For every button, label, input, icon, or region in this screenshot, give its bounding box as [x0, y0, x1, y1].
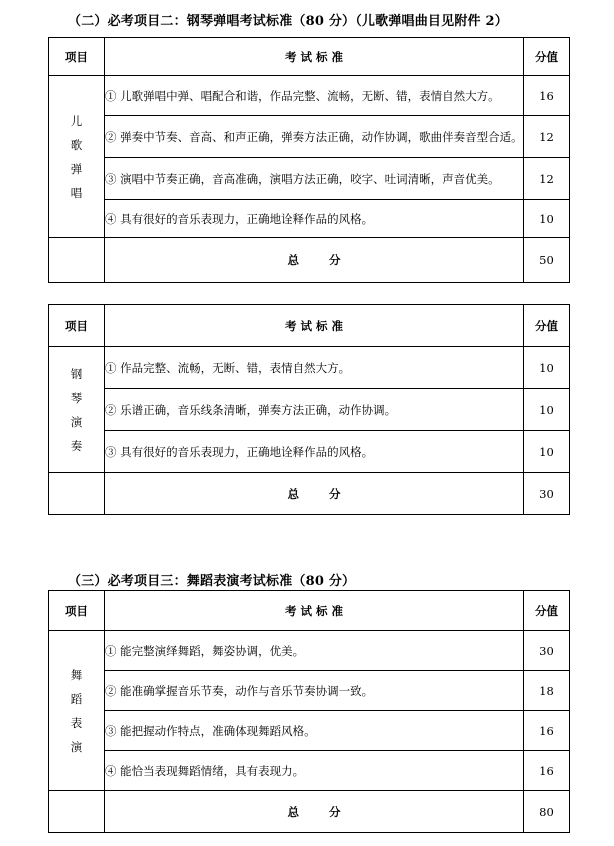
- dance-performance-table: [48, 590, 570, 833]
- criterion-text: ③ 演唱中节奏正确，音高准确，演唱方法正确，咬字、吐词清晰，声音优美。: [105, 158, 524, 200]
- item-char: 舞: [70, 667, 83, 682]
- criterion-text: ① 作品完整、流畅，无断、错，表情自然大方。: [105, 347, 524, 389]
- score-value: 10: [524, 200, 570, 238]
- total-row: [49, 473, 570, 515]
- total-blank-cell: [49, 473, 105, 515]
- total-blank-cell: [49, 238, 105, 283]
- piano-performance-table: [48, 304, 570, 515]
- total-label-char: 分: [329, 253, 341, 267]
- criterion-text: ② 弹奏中节奏、音高、和声正确，弹奏方法正确，动作协调，歌曲伴奏音型合适。: [105, 116, 524, 158]
- criterion-text: ② 能准确掌握音乐节奏，动作与音乐节奏协调一致。: [105, 671, 524, 711]
- item-char: 唱: [70, 185, 83, 200]
- criterion-text: ③ 能把握动作特点，准确体现舞蹈风格。: [105, 711, 524, 751]
- item-char: 演: [70, 414, 83, 429]
- score-value: 10: [524, 347, 570, 389]
- table-row: [49, 158, 570, 200]
- total-value: 50: [524, 238, 570, 283]
- table-row: [49, 671, 570, 711]
- score-value: 10: [524, 431, 570, 473]
- header-item: 项目: [49, 591, 105, 631]
- total-label: [105, 791, 524, 833]
- table-header-row: [49, 38, 570, 76]
- table-row: [49, 751, 570, 791]
- item-char: 弹: [70, 161, 83, 176]
- table-row: [49, 631, 570, 671]
- total-label: [105, 473, 524, 515]
- header-score: 分值: [524, 591, 570, 631]
- score-value: 12: [524, 116, 570, 158]
- table-row: [49, 200, 570, 238]
- score-value: 16: [524, 751, 570, 791]
- header-score: 分值: [524, 38, 570, 76]
- total-label-char: 分: [329, 804, 341, 819]
- criterion-text: ④ 具有很好的音乐表现力，正确地诠释作品的风格。: [105, 200, 524, 238]
- table-row: [49, 389, 570, 431]
- item-char: 蹈: [70, 691, 83, 706]
- score-value: 16: [524, 76, 570, 116]
- total-row: [49, 791, 570, 833]
- total-blank-cell: [49, 791, 105, 833]
- score-value: 30: [524, 631, 570, 671]
- criterion-text: ② 乐谱正确，音乐线条清晰，弹奏方法正确，动作协调。: [105, 389, 524, 431]
- header-score: 分值: [524, 305, 570, 347]
- table-row: [49, 347, 570, 389]
- criterion-text: ③ 具有很好的音乐表现力，正确地诠释作品的风格。: [105, 431, 524, 473]
- section3-heading: （三）必考项目三：舞蹈表演考试标准（80 分）: [68, 574, 356, 589]
- total-value: 30: [524, 473, 570, 515]
- total-row: [49, 238, 570, 283]
- header-criteria: 考 试 标 准: [105, 305, 524, 347]
- criterion-text: ① 能完整演绎舞蹈，舞姿协调，优美。: [105, 631, 524, 671]
- score-value: 10: [524, 389, 570, 431]
- table-row: [49, 711, 570, 751]
- children-song-table: [48, 37, 570, 283]
- item-label-piano: [49, 347, 105, 473]
- table-header-row: [49, 591, 570, 631]
- score-value: 12: [524, 158, 570, 200]
- header-item: 项目: [49, 305, 105, 347]
- total-label-char: 总: [287, 486, 299, 501]
- table-row: [49, 76, 570, 116]
- item-char: 演: [70, 739, 83, 754]
- total-label-char: 分: [329, 486, 341, 501]
- item-char: 奏: [70, 438, 83, 453]
- header-criteria: 考 试 标 准: [105, 38, 524, 76]
- item-char: 表: [70, 715, 83, 730]
- score-value: 16: [524, 711, 570, 751]
- table-header-row: [49, 305, 570, 347]
- item-label-children-song: [49, 76, 105, 238]
- total-label-char: 总: [287, 804, 299, 819]
- item-char: 歌: [70, 137, 83, 152]
- total-label: [105, 238, 524, 283]
- criterion-text: ① 儿歌弹唱中弹、唱配合和谐，作品完整、流畅，无断、错，表情自然大方。: [105, 76, 524, 116]
- section2-heading: （二）必考项目二：钢琴弹唱考试标准（80 分）（儿歌弹唱曲目见附件 2）: [68, 14, 508, 29]
- table-row: [49, 431, 570, 473]
- item-label-dance: [49, 631, 105, 791]
- score-value: 18: [524, 671, 570, 711]
- total-value: 80: [524, 791, 570, 833]
- total-label-char: 总: [287, 253, 299, 267]
- item-char: 钢: [70, 366, 83, 381]
- header-criteria: 考 试 标 准: [105, 591, 524, 631]
- item-char: 琴: [70, 390, 83, 405]
- header-item: 项目: [49, 38, 105, 76]
- criterion-text: ④ 能恰当表现舞蹈情绪，具有表现力。: [105, 751, 524, 791]
- table-row: [49, 116, 570, 158]
- item-char: 儿: [70, 113, 83, 128]
